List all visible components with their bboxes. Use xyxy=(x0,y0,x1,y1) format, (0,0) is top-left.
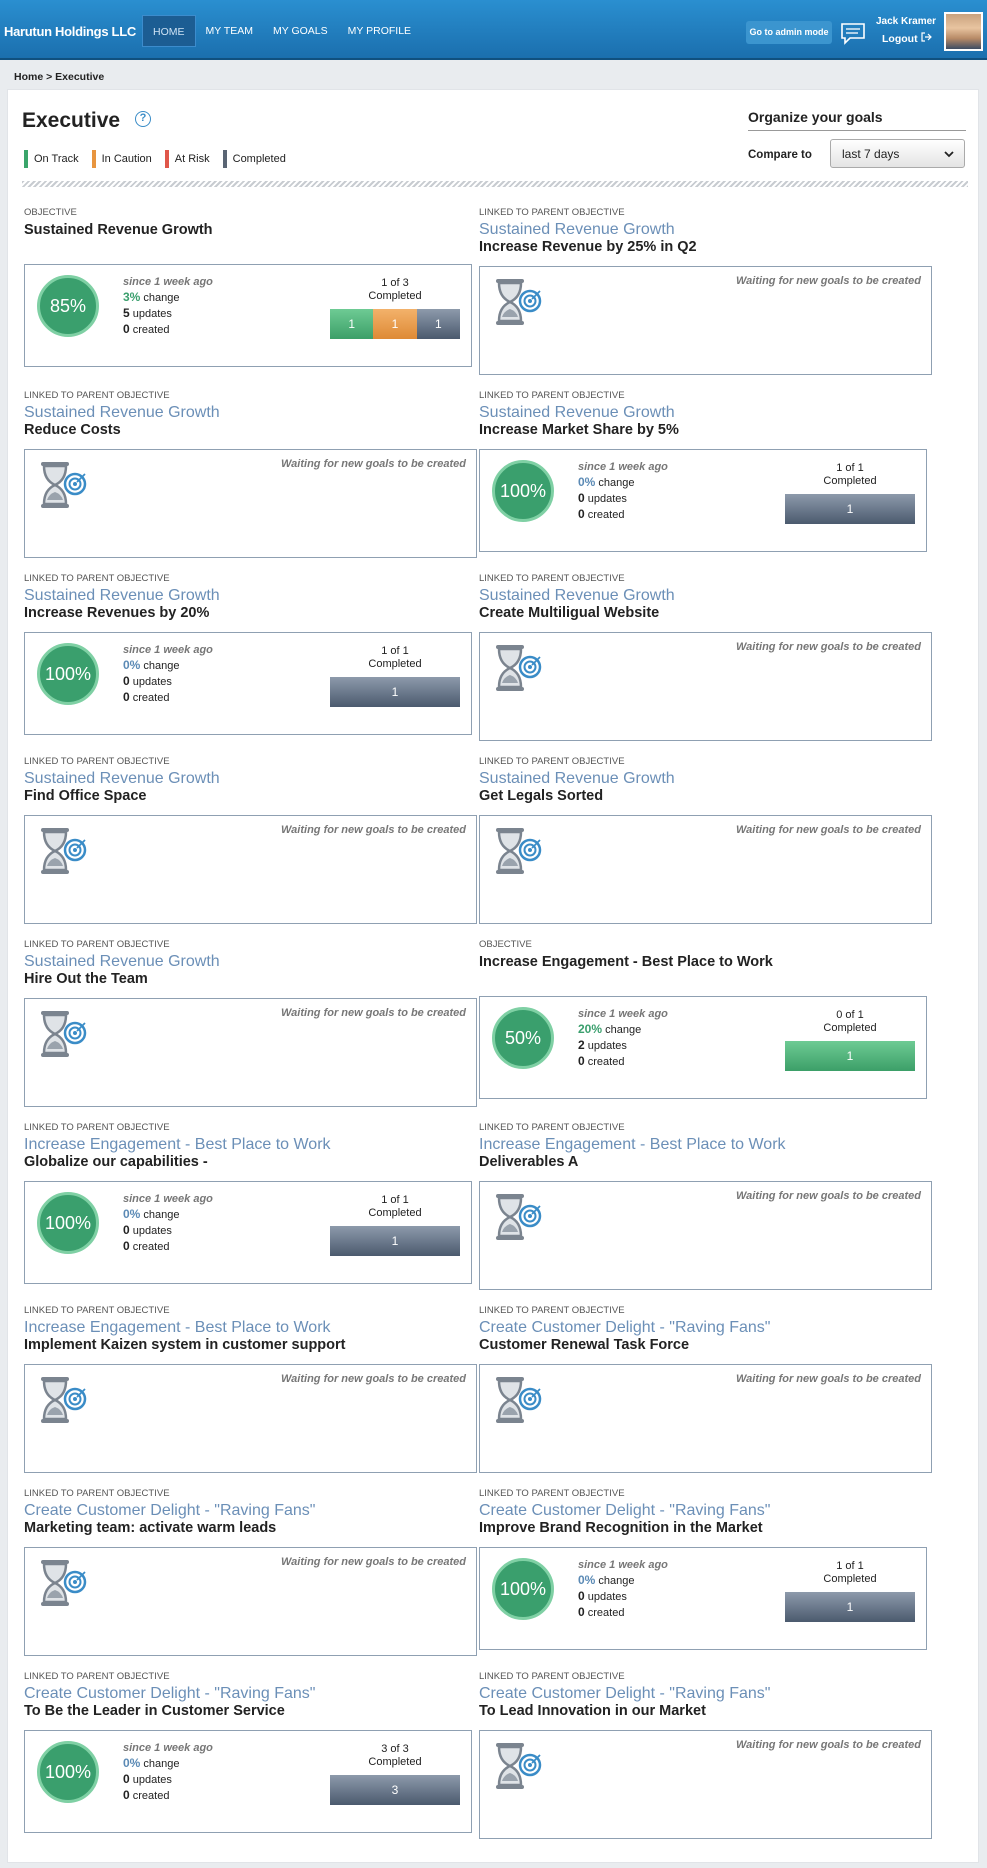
updates-value: 0 xyxy=(123,1223,130,1237)
goal-status-box[interactable] xyxy=(479,1730,932,1839)
legend-at-risk xyxy=(165,150,210,168)
created-row xyxy=(123,322,213,338)
goal-card[interactable] xyxy=(479,573,927,653)
logout-label[interactable]: Logout xyxy=(882,33,918,45)
nav-my-profile[interactable]: MY PROFILE xyxy=(347,25,412,37)
parent-objective-link[interactable]: Sustained Revenue Growth xyxy=(24,587,220,604)
waiting-message: Waiting for new goals to be created xyxy=(281,824,466,836)
objective-kicker: LINKED TO PARENT OBJECTIVE xyxy=(479,1671,625,1682)
change-row xyxy=(578,1573,668,1589)
completion-label: Completed xyxy=(368,1207,422,1219)
status-bar[interactable] xyxy=(785,1041,915,1071)
legend-label: Completed xyxy=(232,153,286,165)
goal-card[interactable] xyxy=(479,1671,927,1751)
waiting-message: Waiting for new goals to be created xyxy=(736,1373,921,1385)
goal-title[interactable]: Find Office Space xyxy=(24,788,147,804)
compare-label: Compare to xyxy=(748,149,812,161)
goal-card[interactable] xyxy=(479,756,927,836)
waiting-message: Waiting for new goals to be created xyxy=(736,275,921,287)
progress-segment[interactable]: 1 xyxy=(330,309,373,339)
goal-card[interactable] xyxy=(24,1671,472,1802)
created-row xyxy=(123,1239,213,1255)
top-navigation-bar xyxy=(0,0,987,60)
created-value: 0 xyxy=(123,322,130,336)
parent-objective-link[interactable]: Increase Engagement - Best Place to Work xyxy=(479,1136,786,1153)
legend-in-caution xyxy=(92,150,152,168)
goal-status-box[interactable] xyxy=(479,1547,927,1650)
change-label: change xyxy=(143,292,180,304)
goal-status-box[interactable] xyxy=(24,998,477,1107)
goal-card[interactable] xyxy=(24,207,472,336)
legend-on-track xyxy=(24,150,79,168)
waiting-message: Waiting for new goals to be created xyxy=(281,458,466,470)
status-bar[interactable] xyxy=(785,494,915,524)
change-value: 0% xyxy=(123,658,141,672)
progress-segment[interactable]: 1 xyxy=(373,309,416,339)
breadcrumb[interactable]: Home > Executive xyxy=(14,71,105,83)
updates-row xyxy=(578,491,668,507)
since-label: since 1 week ago xyxy=(578,1008,668,1020)
goal-status-box[interactable] xyxy=(479,996,927,1099)
created-row xyxy=(578,507,668,523)
waiting-message: Waiting for new goals to be created xyxy=(281,1373,466,1385)
waiting-message: Waiting for new goals to be created xyxy=(736,1190,921,1202)
updates-label: updates xyxy=(587,1040,627,1052)
completion-label: Completed xyxy=(368,1756,422,1768)
goal-title[interactable]: To Lead Innovation in our Market xyxy=(479,1703,706,1719)
updates-row xyxy=(578,1589,668,1605)
updates-label: updates xyxy=(132,1774,172,1786)
parent-objective-link[interactable]: Increase Engagement - Best Place to Work xyxy=(24,1136,331,1153)
updates-row xyxy=(578,1038,668,1054)
legend-label: In Caution xyxy=(101,153,152,165)
created-value: 0 xyxy=(123,1788,130,1802)
main-nav xyxy=(142,15,421,47)
nav-my-goals[interactable]: MY GOALS xyxy=(272,25,328,37)
goal-title[interactable]: To Be the Leader in Customer Service xyxy=(24,1703,285,1719)
parent-objective-link[interactable]: Create Customer Delight - "Raving Fans" xyxy=(479,1502,771,1519)
in-caution-swatch xyxy=(92,150,96,168)
goal-status-box[interactable] xyxy=(24,815,477,924)
parent-objective-link[interactable]: Create Customer Delight - "Raving Fans" xyxy=(479,1319,771,1336)
logout-link[interactable] xyxy=(882,32,932,45)
hourglass-target-icon xyxy=(37,1558,93,1615)
updates-label: updates xyxy=(132,1225,172,1237)
since-label: since 1 week ago xyxy=(578,1559,668,1571)
progress-circle: 100% xyxy=(492,1558,554,1620)
compare-select[interactable] xyxy=(830,139,965,168)
created-row xyxy=(578,1605,668,1621)
objective-kicker: LINKED TO PARENT OBJECTIVE xyxy=(24,573,170,584)
status-bar[interactable] xyxy=(330,1226,460,1256)
goal-card[interactable] xyxy=(479,207,927,287)
created-row xyxy=(578,1054,668,1070)
goal-card[interactable] xyxy=(24,756,472,836)
page-title: Executive xyxy=(22,109,121,132)
chevron-down-icon[interactable] xyxy=(943,148,955,162)
hourglass-target-icon xyxy=(492,826,548,883)
created-label: created xyxy=(587,1607,625,1619)
progress-circle: 100% xyxy=(492,460,554,522)
waiting-message: Waiting for new goals to be created xyxy=(281,1556,466,1568)
updates-label: updates xyxy=(132,676,172,688)
objective-kicker: LINKED TO PARENT OBJECTIVE xyxy=(479,1488,625,1499)
progress-segment[interactable]: 1 xyxy=(785,494,915,524)
parent-objective-link[interactable]: Sustained Revenue Growth xyxy=(479,404,675,421)
logout-icon[interactable] xyxy=(921,33,932,45)
created-label: created xyxy=(132,1790,170,1802)
goal-title[interactable]: Create Multiligual Website xyxy=(479,605,660,621)
progress-segment[interactable]: 1 xyxy=(330,1226,460,1256)
waiting-message: Waiting for new goals to be created xyxy=(736,641,921,653)
goal-stats xyxy=(123,275,213,338)
change-row xyxy=(123,290,213,306)
updates-row xyxy=(123,306,213,322)
parent-objective-link[interactable]: Sustained Revenue Growth xyxy=(24,770,220,787)
change-label: change xyxy=(598,477,635,489)
completion-summary xyxy=(785,1009,915,1071)
goal-status-box[interactable] xyxy=(24,264,472,367)
waiting-message: Waiting for new goals to be created xyxy=(281,1007,466,1019)
parent-objective-link[interactable]: Increase Engagement - Best Place to Work xyxy=(24,1319,331,1336)
goal-title[interactable]: Hire Out the Team xyxy=(24,971,148,987)
completion-fraction: 1 of 1 xyxy=(381,1194,409,1206)
change-label: change xyxy=(143,1758,180,1770)
goal-title[interactable]: Increase Revenue by 25% in Q2 xyxy=(479,239,697,255)
completion-fraction: 1 of 1 xyxy=(836,462,864,474)
created-value: 0 xyxy=(123,1239,130,1253)
progress-segment[interactable]: 1 xyxy=(417,309,460,339)
goal-title[interactable]: Sustained Revenue Growth xyxy=(24,222,213,238)
status-legend xyxy=(24,150,299,168)
goal-card[interactable] xyxy=(24,939,472,1019)
objective-kicker: LINKED TO PARENT OBJECTIVE xyxy=(24,390,170,401)
since-label: since 1 week ago xyxy=(123,1742,213,1754)
completion-label: Completed xyxy=(823,1573,877,1585)
goal-status-box[interactable] xyxy=(24,1181,472,1284)
help-icon[interactable]: ? xyxy=(135,111,151,127)
goal-stats xyxy=(578,460,668,523)
created-label: created xyxy=(587,1056,625,1068)
hourglass-target-icon xyxy=(492,1192,548,1249)
objective-kicker: OBJECTIVE xyxy=(24,207,77,218)
goal-card[interactable] xyxy=(479,939,927,1068)
completed-swatch xyxy=(223,150,227,168)
goal-card[interactable] xyxy=(24,1488,472,1568)
completion-summary xyxy=(330,1194,460,1256)
change-value: 3% xyxy=(123,290,141,304)
objective-kicker: LINKED TO PARENT OBJECTIVE xyxy=(24,1671,170,1682)
goal-status-box[interactable] xyxy=(479,449,927,552)
progress-circle: 50% xyxy=(492,1007,554,1069)
legend-completed xyxy=(223,150,286,168)
at-risk-swatch xyxy=(165,150,169,168)
objective-kicker: LINKED TO PARENT OBJECTIVE xyxy=(479,1305,625,1316)
goal-card[interactable] xyxy=(24,390,472,470)
progress-circle: 85% xyxy=(37,275,99,337)
objective-kicker: LINKED TO PARENT OBJECTIVE xyxy=(24,1122,170,1133)
goal-title[interactable]: Get Legals Sorted xyxy=(479,788,604,804)
objective-kicker: LINKED TO PARENT OBJECTIVE xyxy=(479,573,625,584)
created-row xyxy=(123,1788,213,1804)
change-row xyxy=(578,475,668,491)
parent-objective-link[interactable]: Create Customer Delight - "Raving Fans" xyxy=(479,1685,771,1702)
status-bar[interactable] xyxy=(330,309,460,339)
objective-kicker: LINKED TO PARENT OBJECTIVE xyxy=(24,1488,170,1499)
compare-value[interactable]: last 7 days xyxy=(842,147,900,161)
objective-kicker: LINKED TO PARENT OBJECTIVE xyxy=(479,756,625,767)
objective-kicker: OBJECTIVE xyxy=(479,939,532,950)
progress-segment[interactable]: 1 xyxy=(330,677,460,707)
status-bar[interactable] xyxy=(330,1775,460,1805)
completion-label: Completed xyxy=(368,290,422,302)
waiting-message: Waiting for new goals to be created xyxy=(736,1739,921,1751)
objective-kicker: LINKED TO PARENT OBJECTIVE xyxy=(479,1122,625,1133)
updates-value: 0 xyxy=(578,1589,585,1603)
objective-kicker: LINKED TO PARENT OBJECTIVE xyxy=(479,390,625,401)
objective-kicker: LINKED TO PARENT OBJECTIVE xyxy=(24,939,170,950)
goal-title[interactable]: Increase Market Share by 5% xyxy=(479,422,679,438)
status-bar[interactable] xyxy=(330,677,460,707)
updates-row xyxy=(123,1772,213,1788)
change-label: change xyxy=(605,1024,642,1036)
updates-label: updates xyxy=(587,493,627,505)
objective-kicker: LINKED TO PARENT OBJECTIVE xyxy=(479,207,625,218)
created-label: created xyxy=(132,324,170,336)
hatched-divider xyxy=(22,181,968,187)
goal-card[interactable] xyxy=(479,1305,927,1385)
parent-objective-link[interactable]: Sustained Revenue Growth xyxy=(479,770,675,787)
parent-objective-link[interactable]: Create Customer Delight - "Raving Fans" xyxy=(24,1685,316,1702)
goal-card[interactable] xyxy=(24,573,472,704)
progress-segment[interactable]: 3 xyxy=(330,1775,460,1805)
progress-circle: 100% xyxy=(37,1192,99,1254)
goal-status-box[interactable] xyxy=(24,1730,472,1833)
created-value: 0 xyxy=(578,507,585,521)
nav-my-team[interactable]: MY TEAM xyxy=(205,25,253,37)
since-label: since 1 week ago xyxy=(578,461,668,473)
goal-status-box[interactable] xyxy=(24,632,472,735)
since-label: since 1 week ago xyxy=(123,276,213,288)
change-value: 0% xyxy=(123,1207,141,1221)
change-row xyxy=(578,1022,668,1038)
completion-fraction: 1 of 3 xyxy=(381,277,409,289)
company-name[interactable]: Harutun Holdings LLC xyxy=(4,24,136,39)
objective-kicker: LINKED TO PARENT OBJECTIVE xyxy=(24,1305,170,1316)
created-label: created xyxy=(132,1241,170,1253)
goal-title[interactable]: Globalize our capabilities - xyxy=(24,1154,208,1170)
change-value: 0% xyxy=(123,1756,141,1770)
goal-status-box[interactable] xyxy=(479,266,932,375)
updates-label: updates xyxy=(587,1591,627,1603)
updates-value: 0 xyxy=(123,1772,130,1786)
change-value: 0% xyxy=(578,1573,596,1587)
completion-label: Completed xyxy=(823,1022,877,1034)
progress-segment[interactable]: 1 xyxy=(785,1041,915,1071)
completion-summary xyxy=(330,645,460,707)
on-track-swatch xyxy=(24,150,28,168)
completion-label: Completed xyxy=(368,658,422,670)
updates-value: 0 xyxy=(578,491,585,505)
goal-title[interactable]: Increase Engagement - Best Place to Work xyxy=(479,954,773,970)
since-label: since 1 week ago xyxy=(123,1193,213,1205)
change-value: 0% xyxy=(578,475,596,489)
completion-fraction: 3 of 3 xyxy=(381,1743,409,1755)
completion-fraction: 0 of 1 xyxy=(836,1009,864,1021)
completion-summary xyxy=(785,462,915,524)
goal-title[interactable]: Reduce Costs xyxy=(24,422,121,438)
divider xyxy=(748,130,966,131)
completion-summary xyxy=(330,1743,460,1805)
goal-title[interactable]: Implement Kaizen system in customer support xyxy=(24,1337,346,1353)
goal-title[interactable]: Customer Renewal Task Force xyxy=(479,1337,690,1353)
objective-kicker: LINKED TO PARENT OBJECTIVE xyxy=(24,756,170,767)
updates-value: 0 xyxy=(123,674,130,688)
user-name: Jack Kramer xyxy=(876,16,937,27)
hourglass-target-icon xyxy=(492,643,548,700)
goal-stats xyxy=(578,1007,668,1070)
goal-status-box[interactable] xyxy=(24,449,477,558)
parent-objective-link[interactable]: Sustained Revenue Growth xyxy=(479,221,675,238)
goal-status-box[interactable] xyxy=(479,632,932,741)
hourglass-target-icon xyxy=(37,1009,93,1066)
goal-card[interactable] xyxy=(479,1122,927,1202)
hourglass-target-icon xyxy=(492,1741,548,1798)
hourglass-target-icon xyxy=(37,460,93,517)
goal-stats xyxy=(123,1192,213,1255)
completion-summary xyxy=(785,1560,915,1622)
updates-row xyxy=(123,1223,213,1239)
chat-icon[interactable] xyxy=(840,22,866,51)
goal-title[interactable]: Deliverables A xyxy=(479,1154,579,1170)
hourglass-target-icon xyxy=(492,277,548,334)
goal-stats xyxy=(123,1741,213,1804)
parent-objective-link[interactable]: Sustained Revenue Growth xyxy=(479,587,675,604)
nav-home[interactable]: HOME xyxy=(142,15,196,47)
change-row xyxy=(123,1756,213,1772)
goal-card[interactable] xyxy=(24,1122,472,1253)
change-row xyxy=(123,658,213,674)
goal-card[interactable] xyxy=(479,1488,927,1619)
hourglass-target-icon xyxy=(492,1375,548,1432)
legend-label: At Risk xyxy=(174,153,210,165)
avatar[interactable] xyxy=(944,12,983,51)
change-row xyxy=(123,1207,213,1223)
created-row xyxy=(123,690,213,706)
goal-status-box[interactable] xyxy=(479,1364,932,1473)
organize-title: Organize your goals xyxy=(748,109,883,125)
goal-title[interactable]: Increase Revenues by 20% xyxy=(24,605,210,621)
updates-row xyxy=(123,674,213,690)
parent-objective-link[interactable]: Sustained Revenue Growth xyxy=(24,953,220,970)
goal-status-box[interactable] xyxy=(24,1547,477,1656)
waiting-message: Waiting for new goals to be created xyxy=(736,824,921,836)
parent-objective-link[interactable]: Create Customer Delight - "Raving Fans" xyxy=(24,1502,316,1519)
progress-segment[interactable]: 1 xyxy=(785,1592,915,1622)
progress-circle: 100% xyxy=(37,1741,99,1803)
status-bar[interactable] xyxy=(785,1592,915,1622)
created-label: created xyxy=(587,509,625,521)
change-value: 20% xyxy=(578,1022,603,1036)
goal-title[interactable]: Improve Brand Recognition in the Market xyxy=(479,1520,763,1536)
updates-value: 2 xyxy=(578,1038,585,1052)
goal-status-box[interactable] xyxy=(479,815,932,924)
parent-objective-link[interactable]: Sustained Revenue Growth xyxy=(24,404,220,421)
change-label: change xyxy=(143,1209,180,1221)
goal-card[interactable] xyxy=(479,390,927,521)
admin-mode-button[interactable]: Go to admin mode xyxy=(746,21,832,44)
progress-circle: 100% xyxy=(37,643,99,705)
updates-label: updates xyxy=(132,308,172,320)
goal-status-box[interactable] xyxy=(479,1181,932,1290)
created-label: created xyxy=(132,692,170,704)
hourglass-target-icon xyxy=(37,826,93,883)
completion-fraction: 1 of 1 xyxy=(836,1560,864,1572)
created-value: 0 xyxy=(123,690,130,704)
hourglass-target-icon xyxy=(37,1375,93,1432)
created-value: 0 xyxy=(578,1605,585,1619)
created-value: 0 xyxy=(578,1054,585,1068)
completion-fraction: 1 of 1 xyxy=(381,645,409,657)
goal-status-box[interactable] xyxy=(24,1364,477,1473)
updates-value: 5 xyxy=(123,306,130,320)
completion-summary xyxy=(330,277,460,339)
completion-label: Completed xyxy=(823,475,877,487)
since-label: since 1 week ago xyxy=(123,644,213,656)
change-label: change xyxy=(143,660,180,672)
goal-card[interactable] xyxy=(24,1305,472,1385)
goal-stats xyxy=(123,643,213,706)
goal-title[interactable]: Marketing team: activate warm leads xyxy=(24,1520,277,1536)
legend-label: On Track xyxy=(34,153,79,165)
change-label: change xyxy=(598,1575,635,1587)
goal-stats xyxy=(578,1558,668,1621)
